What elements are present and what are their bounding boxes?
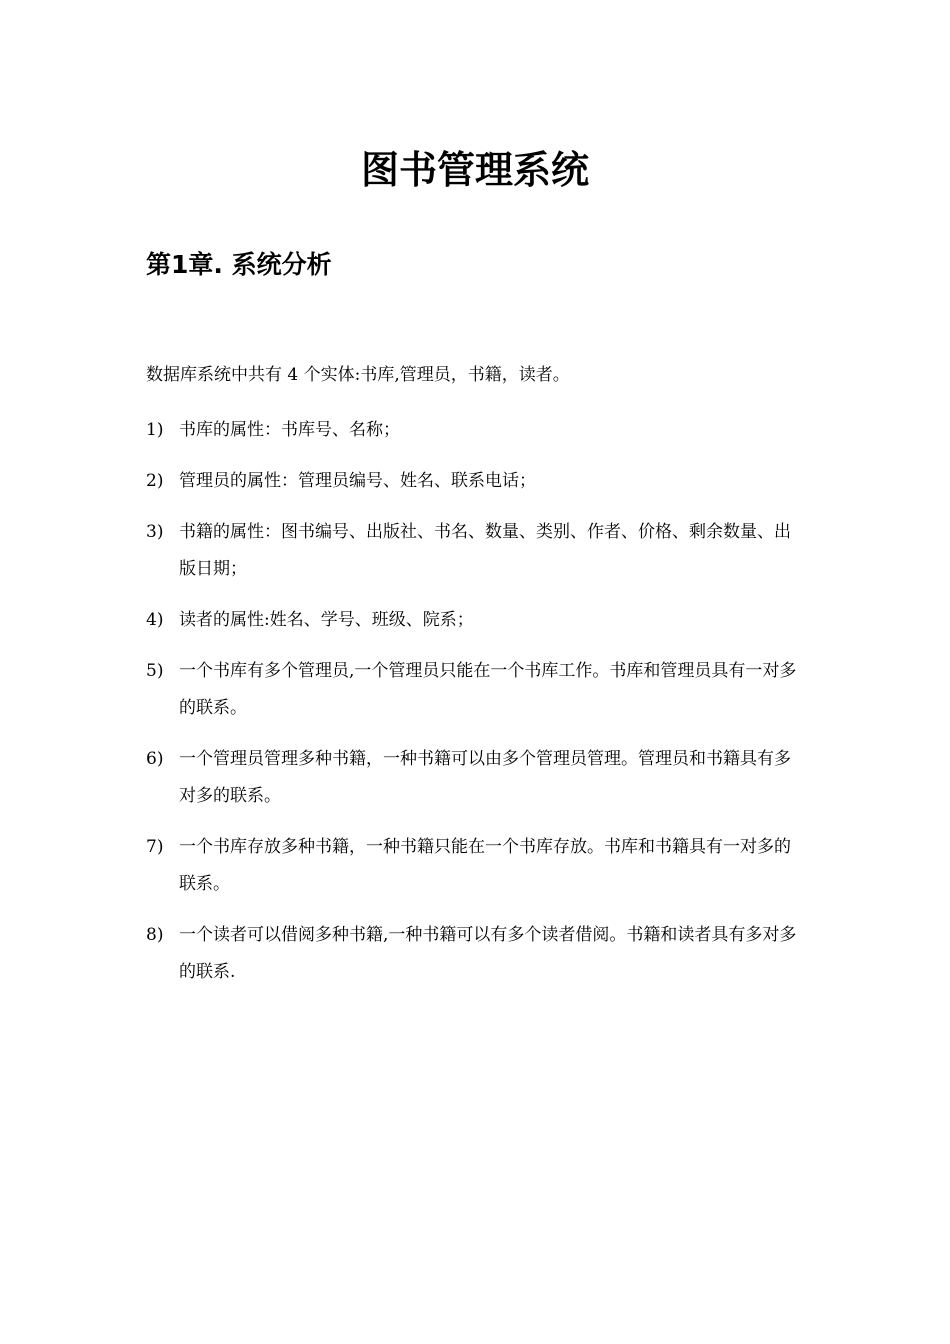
item-number: 5) [146, 661, 164, 681]
intro-paragraph: 数据库系统中共有 4 个实体:书库,管理员，书籍，读者。 [146, 365, 570, 385]
item-number: 6) [146, 749, 164, 769]
item-text: 书库的属性：书库号、名称； [179, 420, 400, 440]
list-item [146, 829, 806, 903]
list-item [146, 653, 806, 727]
item-number: 7) [146, 837, 164, 857]
item-text: 一个书库有多个管理员,一个管理员只能在一个书库工作。书库和管理员具有一对多的联系。 [179, 661, 797, 718]
document-title: 图书管理系统 [360, 148, 589, 192]
list-item [146, 917, 806, 991]
item-text: 管理员的属性：管理员编号、姓名、联系电话； [179, 471, 536, 491]
chapter-heading: 第1章. 系统分析 [146, 250, 332, 279]
item-number: 2) [146, 471, 164, 491]
list-item [146, 741, 806, 815]
item-number: 1) [146, 420, 164, 440]
item-text: 读者的属性:姓名、学号、班级、院系； [179, 610, 474, 630]
list-item [146, 602, 806, 639]
item-text: 一个书库存放多种书籍，一种书籍只能在一个书库存放。书库和书籍具有一对多的联系。 [179, 837, 791, 894]
list-item [146, 463, 806, 500]
list-item [146, 514, 806, 588]
item-number: 8) [146, 925, 164, 945]
item-number: 3) [146, 522, 164, 542]
list-item [146, 412, 806, 449]
entity-list [146, 412, 806, 1005]
item-number: 4) [146, 610, 164, 630]
item-text: 一个管理员管理多种书籍，一种书籍可以由多个管理员管理。管理员和书籍具有多对多的联系。 [179, 749, 791, 806]
item-text: 一个读者可以借阅多种书籍,一种书籍可以有多个读者借阅。书籍和读者具有多对多的联系. [179, 925, 797, 982]
item-text: 书籍的属性：图书编号、出版社、书名、数量、类别、作者、价格、剩余数量、出版日期； [179, 522, 791, 579]
